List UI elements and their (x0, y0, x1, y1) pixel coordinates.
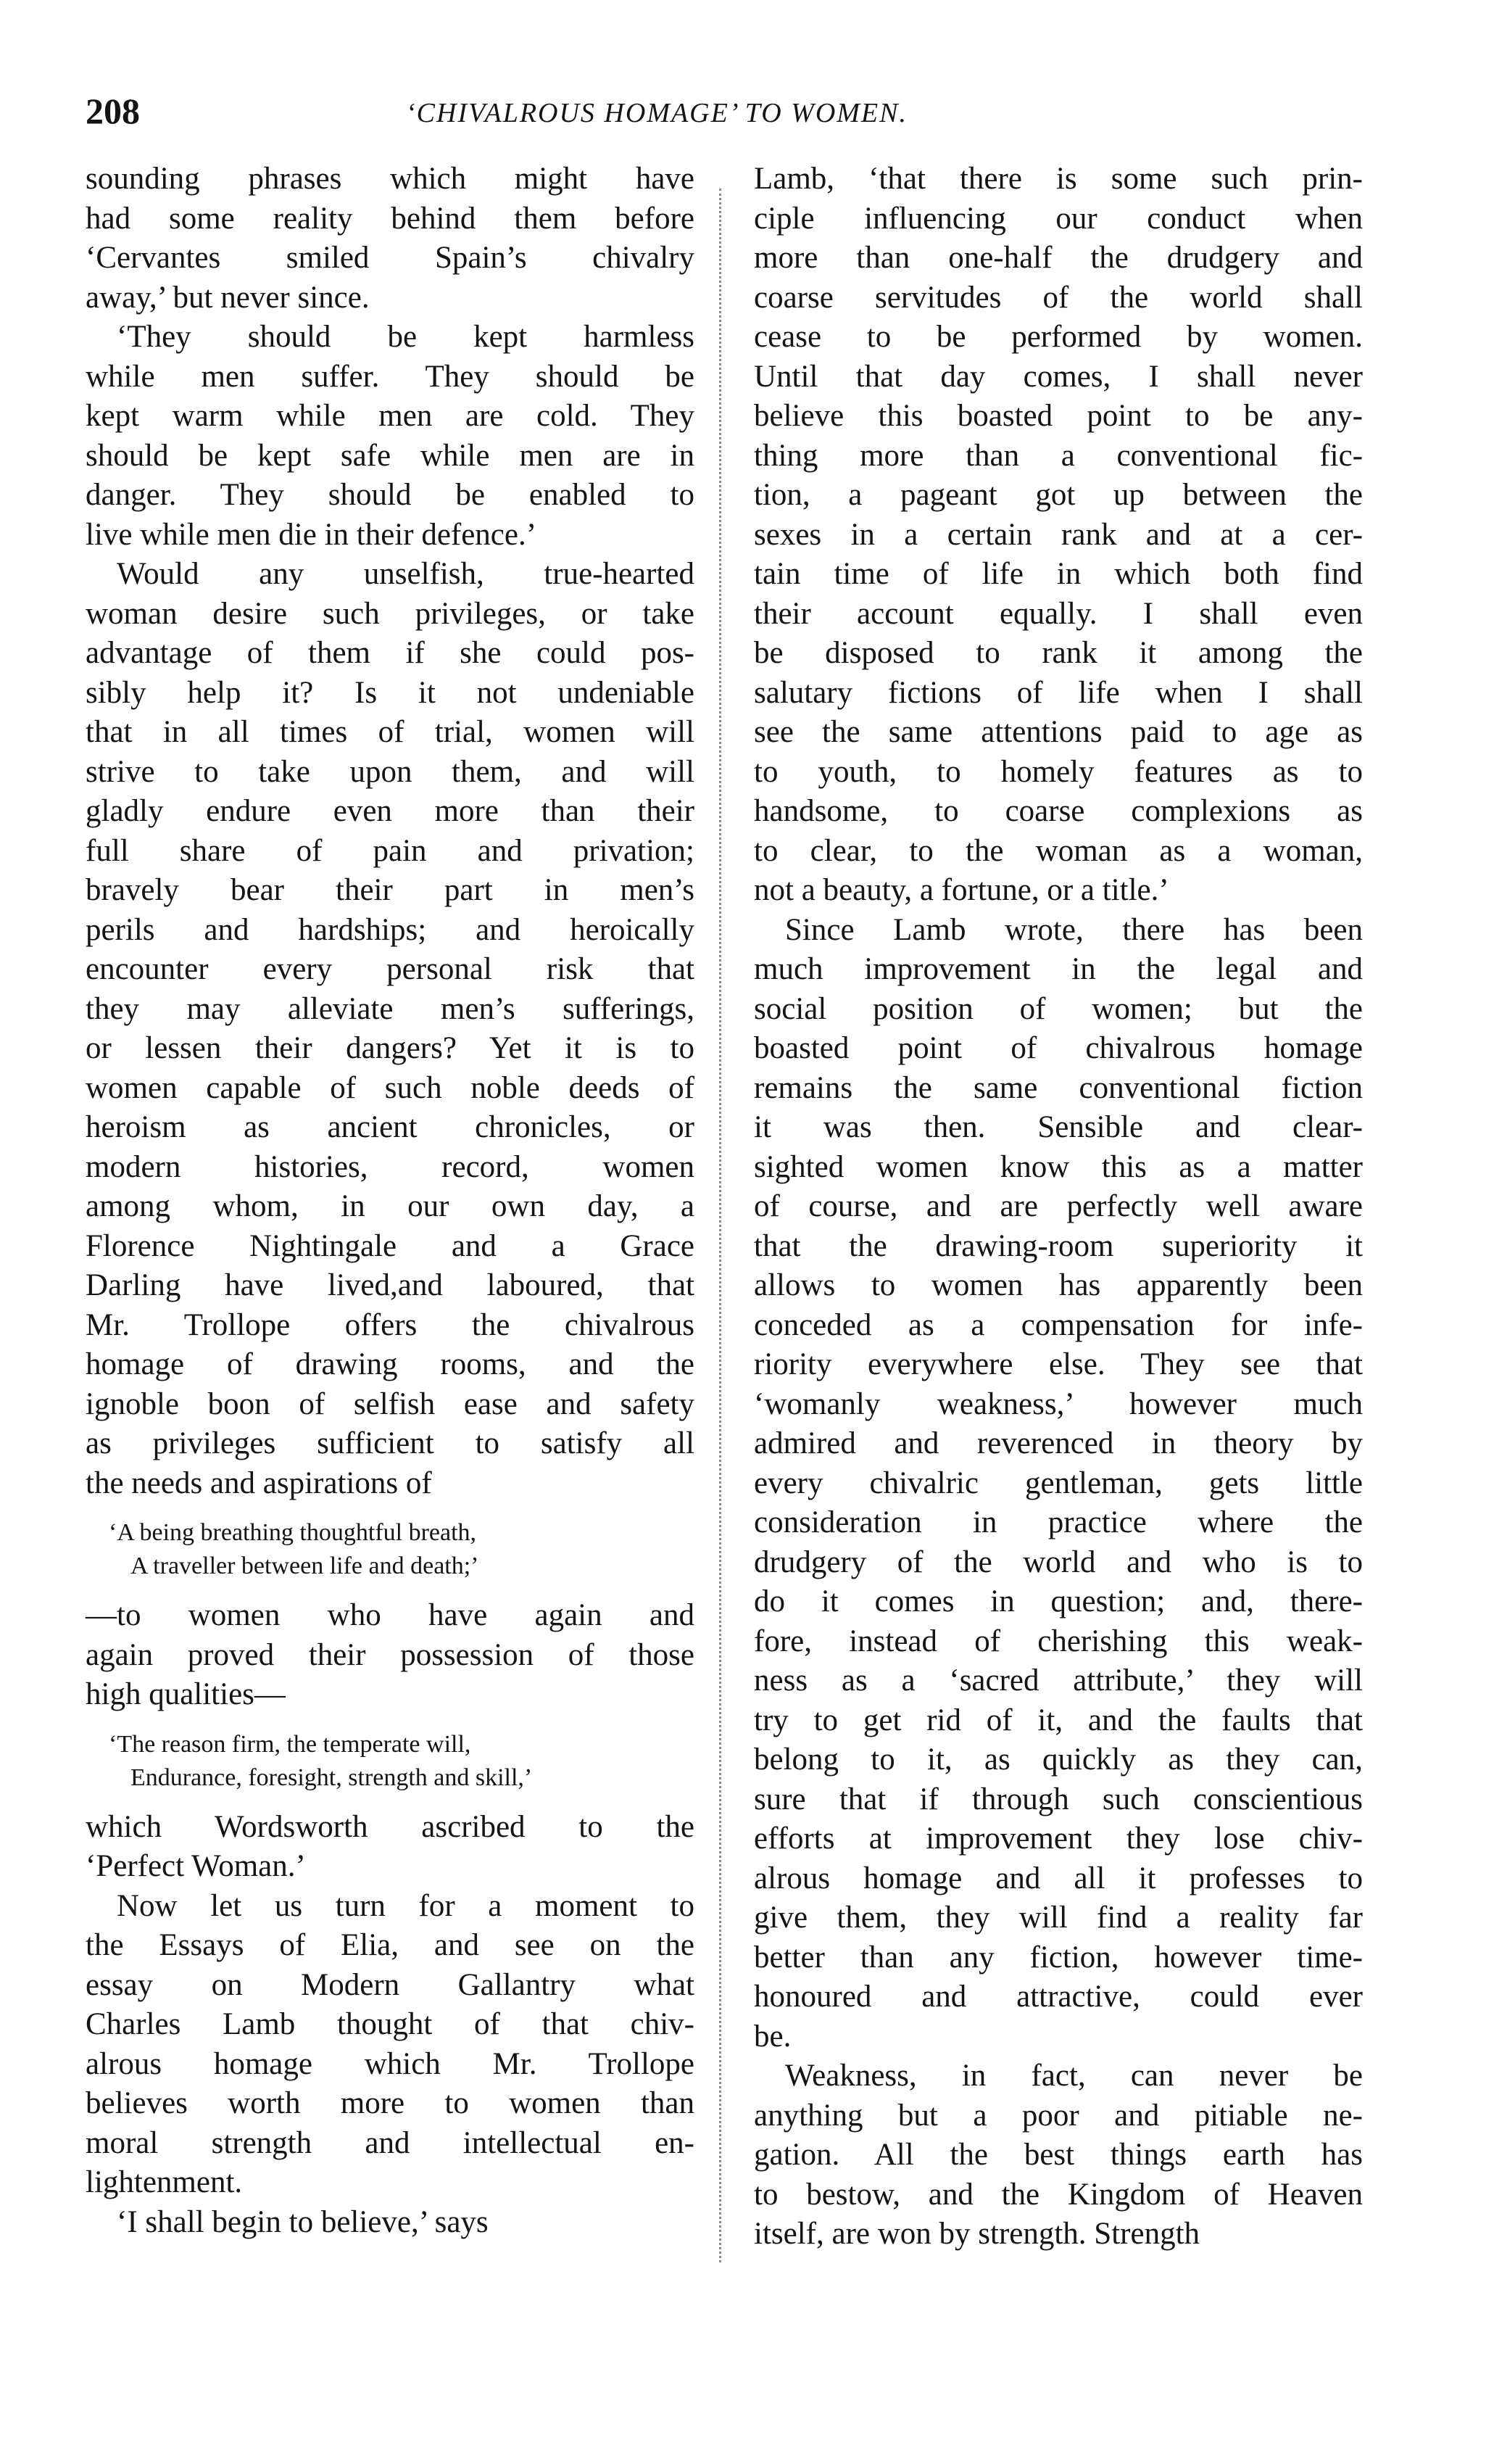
text-line: woman desire such privileges, or take (86, 596, 694, 631)
text-line: it was then. Sensible and clear- (754, 1110, 1363, 1144)
text-line: believe this boasted point to be any- (754, 399, 1363, 433)
text-line: Charles Lamb thought of that chiv- (86, 2007, 694, 2041)
left-column-body-2 (86, 1596, 694, 1715)
text-line: A traveller between life and death;’ (130, 1553, 479, 1579)
running-title: ‘CHIVALROUS HOMAGE’ TO WOMEN. (406, 98, 908, 128)
text-line: should be kept safe while men are in (86, 438, 694, 473)
text-line: riority everywhere else. They see that (754, 1347, 1363, 1381)
text-line: high qualities— (86, 1677, 286, 1711)
text-line: be disposed to rank it among the (754, 636, 1363, 670)
text-line: boasted point of chivalrous homage (754, 1031, 1363, 1065)
text-line: not a beauty, a fortune, or a title.’ (754, 873, 1169, 907)
text-line: women capable of such noble deeds of (86, 1070, 694, 1105)
text-line: or lessen their dangers? Yet it is to (86, 1031, 694, 1065)
text-line: Florence Nightingale and a Grace (86, 1228, 694, 1263)
text-line: ness as a ‘sacred attribute,’ they will (754, 1663, 1363, 1698)
text-line: tain time of life in which both find (754, 557, 1363, 591)
text-line: sexes in a certain rank and at a cer- (754, 517, 1363, 552)
text-line: Would any unselfish, true-hearted (86, 557, 694, 591)
text-line: see the same attentions paid to age as (754, 715, 1363, 749)
left-column (86, 160, 694, 2242)
text-line: sibly help it? Is it not undeniable (86, 675, 694, 710)
text-line: more than one-half the drudgery and (754, 241, 1363, 275)
text-line: Now let us turn for a moment to (86, 1888, 694, 1923)
text-line: full share of pain and privation; (86, 833, 694, 868)
text-line: the Essays of Elia, and see on the (86, 1928, 694, 1962)
text-line: Endurance, foresight, strength and skill,’ (130, 1764, 533, 1791)
text-line: consideration in practice where the (754, 1505, 1363, 1539)
text-line: alrous homage and all it professes to (754, 1861, 1363, 1895)
text-line: belong to it, as quickly as they can, (754, 1742, 1363, 1777)
verse-quote-2 (109, 1728, 694, 1795)
text-line: —to women who have again and (86, 1598, 694, 1632)
text-line: away,’ but never since. (86, 280, 370, 315)
text-line: sighted women know this as a matter (754, 1149, 1363, 1184)
text-line: live while men die in their defence.’ (86, 517, 537, 552)
text-line: to bestow, and the Kingdom of Heaven (754, 2177, 1363, 2212)
text-line: be. (754, 2019, 792, 2054)
text-line: ‘Perfect Woman.’ (86, 1849, 306, 1883)
left-column-body (86, 160, 694, 1503)
text-line: believes worth more to women than (86, 2086, 694, 2120)
text-line: itself, are won by strength. Strength (754, 2217, 1200, 2251)
text-line: lightenment. (86, 2165, 243, 2199)
text-line: gation. All the best things earth has (754, 2138, 1363, 2172)
text-line: while men suffer. They should be (86, 359, 694, 394)
right-column-body (754, 160, 1363, 2254)
text-line: Lamb, ‘that there is some such prin- (754, 162, 1363, 196)
text-line: Until that day comes, I shall never (754, 359, 1363, 394)
text-line: ‘The reason firm, the temperate will, (109, 1730, 471, 1758)
text-line: admired and reverenced in theory by (754, 1426, 1363, 1460)
text-line: Mr. Trollope offers the chivalrous (86, 1307, 694, 1342)
text-line: tion, a pageant got up between the (754, 478, 1363, 512)
text-line: modern histories, record, women (86, 1149, 694, 1184)
page-number: 208 (86, 91, 140, 131)
text-line: that the drawing-room superiority it (754, 1228, 1363, 1263)
text-line: conceded as a compensation for infe- (754, 1307, 1363, 1342)
text-line: as privileges sufficient to satisfy all (86, 1426, 694, 1460)
text-line: gladly endure even more than their (86, 794, 694, 828)
text-line: ‘A being breathing thoughtful breath, (109, 1519, 477, 1546)
text-line: salutary fictions of life when I shall (754, 675, 1363, 710)
text-line: Weakness, in fact, can never be (754, 2059, 1363, 2093)
text-line: social position of women; but the (754, 991, 1363, 1026)
text-line: efforts at improvement they lose chiv- (754, 1822, 1363, 1856)
text-line: perils and hardships; and heroically (86, 912, 694, 947)
text-line: alrous homage which Mr. Trollope (86, 2046, 694, 2081)
text-line: cease to be performed by women. (754, 320, 1363, 354)
text-line: the needs and aspirations of (86, 1465, 432, 1500)
text-line: ‘I shall begin to believe,’ says (86, 2204, 489, 2239)
text-line: Darling have lived,and laboured, that (86, 1268, 694, 1302)
text-line: sounding phrases which might have (86, 162, 694, 196)
text-line: heroism as ancient chronicles, or (86, 1110, 694, 1144)
text-line: moral strength and intellectual en- (86, 2125, 694, 2160)
column-divider (719, 189, 721, 2262)
text-line: thing more than a conventional fic- (754, 438, 1363, 473)
text-line: they may alleviate men’s sufferings, (86, 991, 694, 1026)
text-line: ciple influencing our conduct when (754, 201, 1363, 236)
text-line: encounter every personal risk that (86, 952, 694, 986)
left-column-body-3 (86, 1808, 694, 2243)
text-line: again proved their possession of those (86, 1637, 694, 1672)
text-line: honoured and attractive, could ever (754, 1980, 1363, 2014)
text-line: danger. They should be enabled to (86, 478, 694, 512)
text-line: ‘Cervantes smiled Spain’s chivalry (86, 241, 694, 275)
text-line: ‘They should be kept harmless (86, 320, 694, 354)
text-line: homage of drawing rooms, and the (86, 1347, 694, 1381)
text-line: coarse servitudes of the world shall (754, 280, 1363, 315)
text-line: better than any fiction, however time- (754, 1940, 1363, 1975)
text-line: advantage of them if she could pos- (86, 636, 694, 670)
text-line: of course, and are perfectly well aware (754, 1189, 1363, 1223)
verse-quote-1 (109, 1516, 694, 1583)
text-line: anything but a poor and pitiable ne- (754, 2098, 1363, 2133)
text-line: bravely bear their part in men’s (86, 873, 694, 907)
text-line: among whom, in our own day, a (86, 1189, 694, 1223)
text-line: that in all times of trial, women will (86, 715, 694, 749)
text-line: ‘womanly weakness,’ however much (754, 1386, 1363, 1421)
text-line: kept warm while men are cold. They (86, 399, 694, 433)
text-line: remains the same conventional fiction (754, 1070, 1363, 1105)
text-line: sure that if through such conscientious (754, 1782, 1363, 1816)
text-line: strive to take upon them, and will (86, 754, 694, 789)
text-line: fore, instead of cherishing this weak- (754, 1624, 1363, 1658)
right-column (754, 160, 1363, 2254)
text-line: handsome, to coarse complexions as (754, 794, 1363, 828)
text-line: had some reality behind them before (86, 201, 694, 236)
text-line: Since Lamb wrote, there has been (754, 912, 1363, 947)
text-line: to clear, to the woman as a woman, (754, 833, 1363, 868)
text-line: do it comes in question; and, there- (754, 1584, 1363, 1618)
text-line: essay on Modern Gallantry what (86, 1967, 694, 2002)
text-line: every chivalric gentleman, gets little (754, 1465, 1363, 1500)
text-line: their account equally. I shall even (754, 596, 1363, 631)
text-line: try to get rid of it, and the faults that (754, 1703, 1363, 1737)
text-line: to youth, to homely features as to (754, 754, 1363, 789)
text-line: which Wordsworth ascribed to the (86, 1809, 694, 1844)
text-line: allows to women has apparently been (754, 1268, 1363, 1302)
text-line: drudgery of the world and who is to (754, 1545, 1363, 1579)
text-line: give them, they will find a reality far (754, 1901, 1363, 1935)
text-line: ignoble boon of selfish ease and safety (86, 1386, 694, 1421)
text-line: much improvement in the legal and (754, 952, 1363, 986)
